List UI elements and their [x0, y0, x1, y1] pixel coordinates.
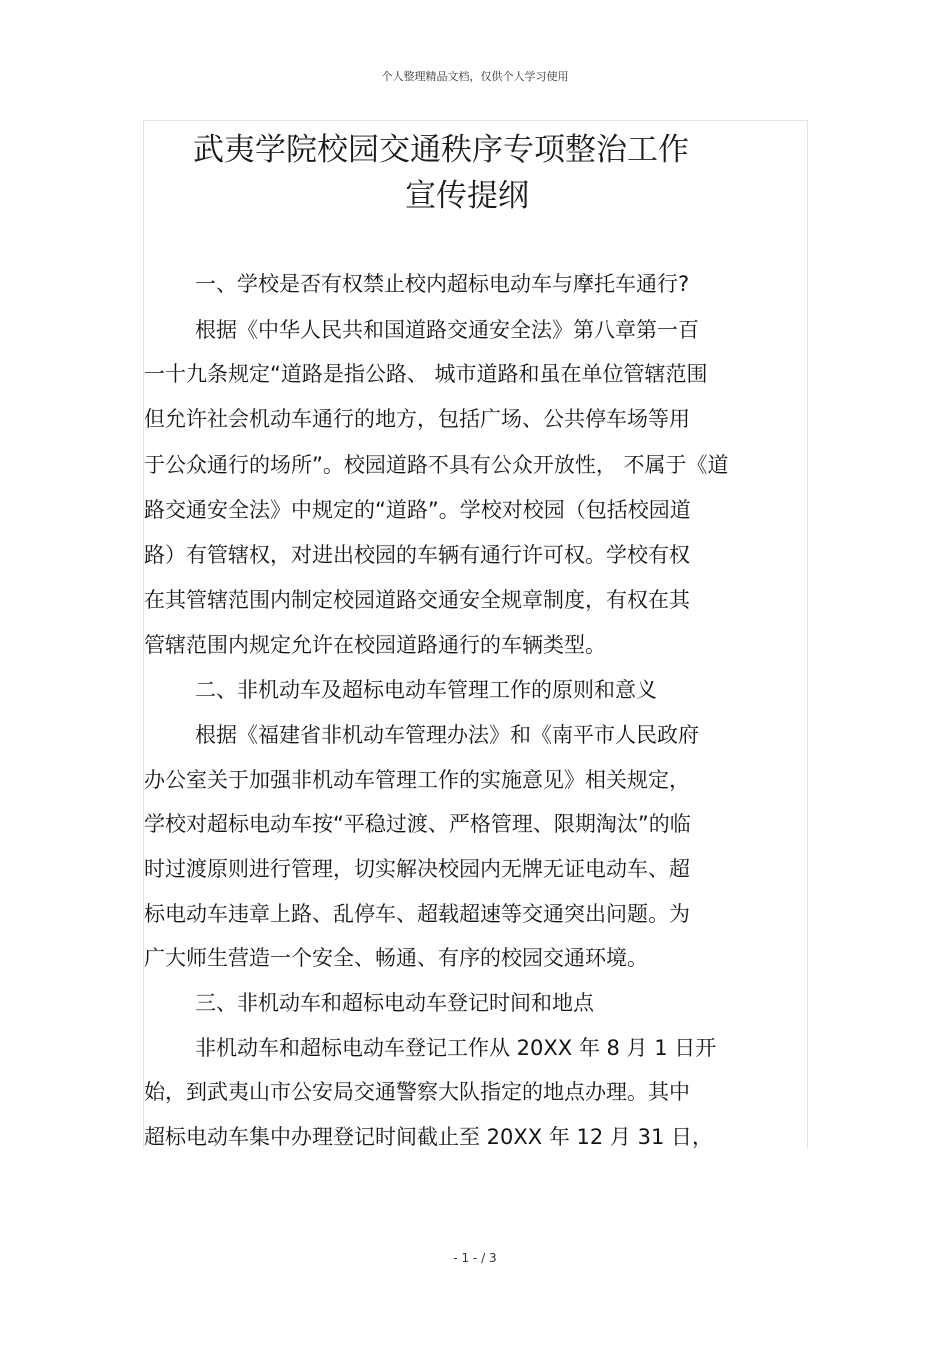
paragraph-line: 时过渡原则进行管理，切实解决校园内无牌无证电动车、超 [144, 857, 690, 881]
paragraph-line: 标电动车违章上路、乱停车、超载超速等交通突出问题。为 [144, 902, 690, 926]
paragraph-line: 办公室关于加强非机动车管理工作的实施意见》相关规定， [144, 768, 690, 792]
paragraph-line: 根据《福建省非机动车管理办法》和《南平市人民政府 [195, 723, 699, 747]
paragraph-line: 学校对超标电动车按“平稳过渡、严格管理、限期淘汰”的临 [144, 812, 691, 836]
section-heading-3: 三、非机动车和超标电动车登记时间和地点 [195, 991, 594, 1015]
paragraph-line: 一十九条规定“道路是指公路、 城市道路和虽在单位管辖范围 [144, 362, 708, 386]
section-heading-1: 一、学校是否有权禁止校内超标电动车与摩托车通行? [195, 272, 690, 296]
paragraph-line: 但允许社会机动车通行的地方，包括广场、公共停车场等用 [144, 407, 690, 431]
paragraph-line: 路交通安全法》中规定的“道路”。学校对校园（包括校园道 [144, 498, 691, 522]
paragraph-line: 非机动车和超标电动车登记工作从 20XX 年 8 月 1 日开 [195, 1036, 717, 1060]
page-number: - 1 - / 3 [453, 1251, 497, 1265]
paragraph-line: 根据《中华人民共和国道路交通安全法》第八章第一百 [195, 318, 699, 342]
paragraph-line: 于公众通行的场所”。校园道路不具有公众开放性， 不属于《道 [144, 453, 729, 477]
section-heading-2: 二、非机动车及超标电动车管理工作的原则和意义 [195, 678, 657, 702]
document-title-line1: 武夷学院校园交通秩序专项整治工作 [193, 132, 689, 168]
document-title-line2: 宣传提纲 [405, 178, 529, 214]
paragraph-line: 超标电动车集中办理登记时间截止至 20XX 年 12 月 31 日， [144, 1125, 713, 1149]
paragraph-line: 广大师生营造一个安全、畅通、有序的校园交通环境。 [144, 946, 648, 970]
paragraph-line: 管辖范围内规定允许在校园道路通行的车辆类型。 [144, 633, 606, 657]
page-header: 个人整理精品文档，仅供个人学习使用 [381, 70, 569, 83]
paragraph-line: 始，到武夷山市公安局交通警察大队指定的地点办理。其中 [144, 1080, 690, 1104]
paragraph-line: 在其管辖范围内制定校园道路交通安全规章制度，有权在其 [144, 588, 690, 612]
paragraph-line: 路）有管辖权，对进出校园的车辆有通行许可权。学校有权 [144, 543, 690, 567]
